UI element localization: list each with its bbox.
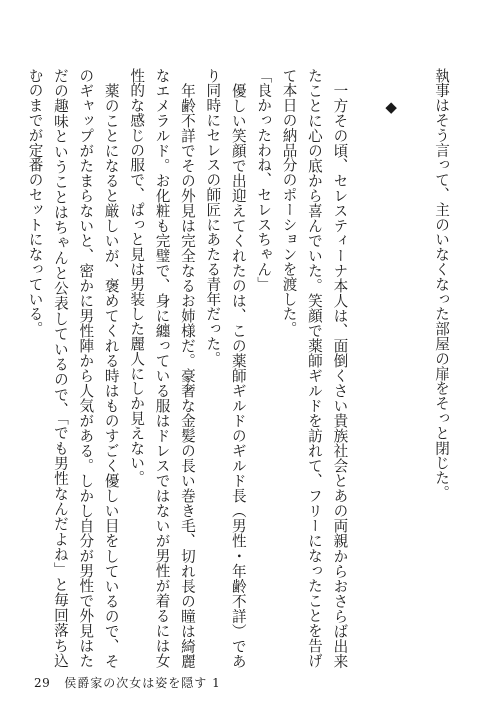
blank-line xyxy=(352,68,377,668)
book-title: 侯爵家の次女は姿を隠す 1 xyxy=(64,676,221,690)
paragraph: 薬のことになると厳しいが、褒めてくれる時はものすごく優しい目をしているので、そのギャップがたまらないと、密かに男性陣から人気がある。しかし自分が男性で外見はただの趣味ということはちゃんと公表しているので、「でも男性なんだよね」と毎回落ち込むのまでが定番のセットになっている。 xyxy=(26,68,120,668)
paragraph: 「良かったわね、セレスちゃん」 xyxy=(255,68,273,292)
page-footer xyxy=(34,674,221,691)
paragraph: 執事はそう言って、主のいなくなった部屋の扉をそっと閉じた。 xyxy=(433,68,450,501)
page-number: 29 xyxy=(34,676,51,690)
blank-line xyxy=(403,68,428,668)
vertical-body-text xyxy=(26,68,454,668)
paragraph: 一方その頃、セレスティーナ本人は、面倒くさい貴族社会とあの両親からおさらば出来たことに心の底から喜んでいた。笑顔で薬師ギルドを訪れて、フリーになったことを告げて本日の納品分のポーションを渡した。 xyxy=(280,68,349,668)
paragraph: 年齢不詳でその外見は完全なるお姉様だ。豪奢な金髪の長い巻き毛、切れ長の瞳は綺麗なエメラルド。お化粧も完璧で、身に纏っている服はドレスではないが男性が着るには女性的な感じの服で、ぱっと見は男装した麗人にしか見えない。 xyxy=(128,68,196,668)
section-break-mark: ◆ xyxy=(382,98,401,117)
paragraph: 優しい笑顔で出迎えてくれたのは、この薬師ギルドのギルド長（男性・年齢不詳）であり同時にセレスの師匠にあたる青年だった。 xyxy=(204,68,247,668)
